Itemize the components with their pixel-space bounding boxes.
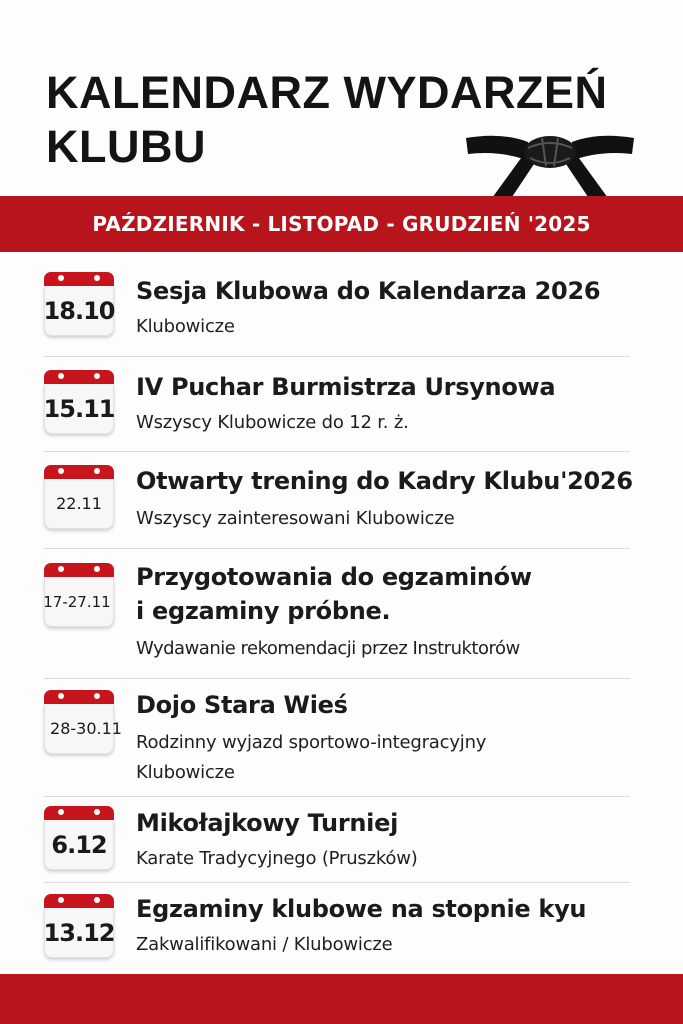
event-title: Mikołajkowy Turniej <box>136 809 398 837</box>
calendar-icon <box>44 894 114 958</box>
divider <box>44 678 630 679</box>
calendar-icon <box>44 370 114 434</box>
divider <box>44 796 630 797</box>
event-subtitle: Rodzinny wyjazd sportowo-integracyjny <box>136 732 487 753</box>
divider <box>44 451 630 452</box>
black-belt-icon <box>462 128 638 204</box>
months-banner-text: PAŹDZIERNIK - LISTOPAD - GRUDZIEŃ '2025 <box>92 212 591 236</box>
months-banner <box>0 196 683 252</box>
event-date: 17-27.11 <box>43 592 111 611</box>
event-title: Otwarty trening do Kadry Klubu'2026 <box>136 467 633 495</box>
event-date: 18.10 <box>43 296 115 325</box>
event-title: Dojo Stara Wieś <box>136 691 348 719</box>
event-date: 22.11 <box>56 494 102 513</box>
calendar-icon <box>44 806 114 870</box>
event-subtitle: Wydawanie rekomendacji przez Instruktorów <box>136 638 520 659</box>
event-date: 6.12 <box>51 830 107 859</box>
calendar-icon <box>44 272 114 336</box>
calendar-icon <box>44 563 114 627</box>
event-date: 28-30.11 <box>50 719 122 738</box>
event-subtitle-line-2: Klubowicze <box>136 762 235 783</box>
event-subtitle: Karate Tradycyjnego (Pruszków) <box>136 848 418 869</box>
event-subtitle: Zakwalifikowani / Klubowicze <box>136 934 393 955</box>
title-line-2: KLUBU <box>46 121 206 172</box>
calendar-icon <box>44 690 122 754</box>
divider <box>44 548 630 549</box>
divider <box>44 882 630 883</box>
event-subtitle: Klubowicze <box>136 316 235 337</box>
event-date: 13.12 <box>43 918 115 947</box>
event-title: Sesja Klubowa do Kalendarza 2026 <box>136 277 601 305</box>
title-line-1: KALENDARZ WYDARZEŃ <box>46 67 608 118</box>
event-title: Przygotowania do egzaminów <box>136 563 532 591</box>
footer-bar <box>0 974 683 1024</box>
calendar-icon <box>44 465 114 529</box>
event-title: IV Puchar Burmistrza Ursynowa <box>136 373 556 401</box>
divider <box>44 356 630 357</box>
event-date: 15.11 <box>43 394 115 423</box>
event-subtitle: Wszyscy zainteresowani Klubowicze <box>136 508 455 529</box>
event-subtitle: Wszyscy Klubowicze do 12 r. ż. <box>136 412 409 433</box>
event-title-line-2: i egzaminy próbne. <box>136 597 391 625</box>
event-title: Egzaminy klubowe na stopnie kyu <box>136 895 587 923</box>
